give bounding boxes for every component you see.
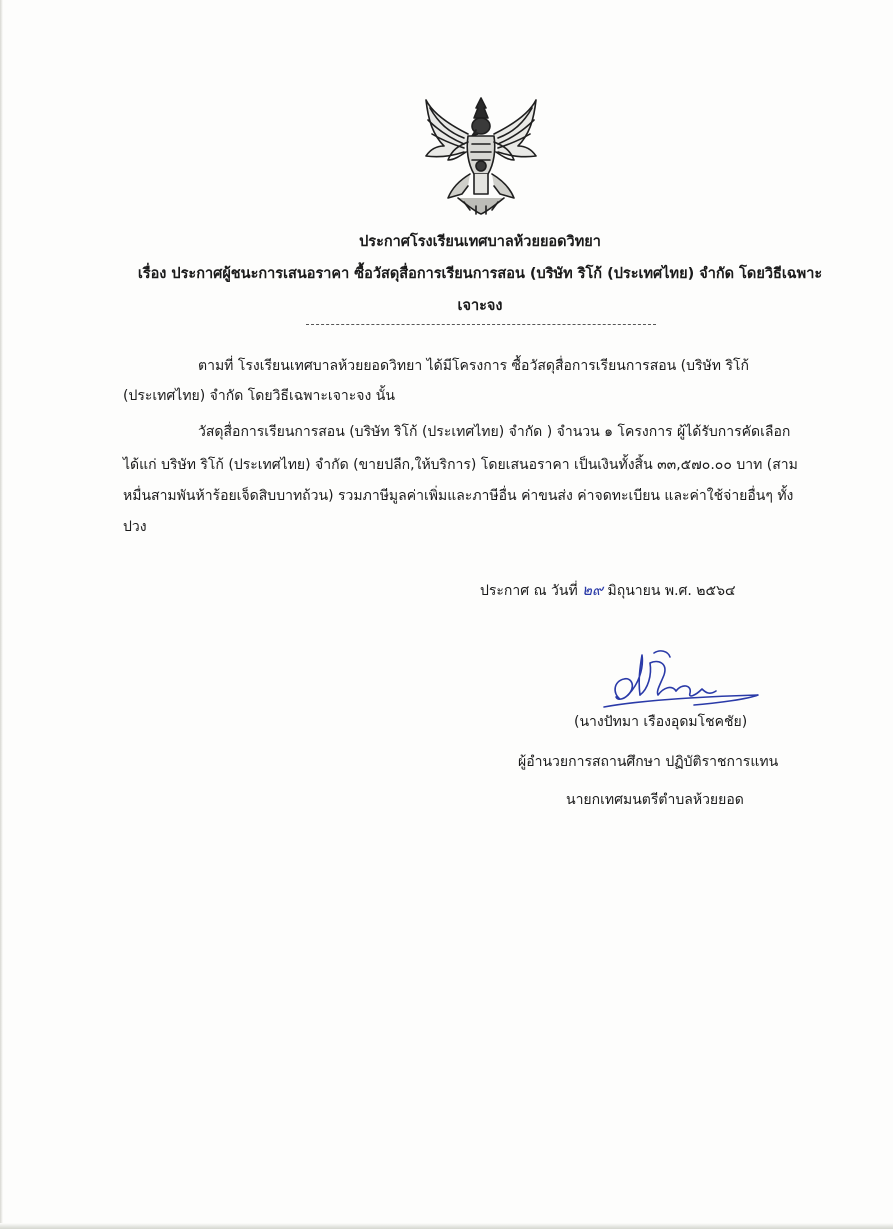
paragraph-1-line-1: ตามที่ โรงเรียนเทศบาลห้วยยอดวิทยา ได้มีโครงการ ซื้อวัสดุสื่อการเรียนการสอน (บริษัท ริโก้ [198,358,749,374]
paragraph-2-line-4: ปวง [123,519,147,535]
dashed-divider [306,324,656,325]
document-title: ประกาศโรงเรียนเทศบาลห้วยยอดวิทยา [359,234,601,250]
date-prefix: ประกาศ ณ วันที่ [480,583,578,599]
signatory-position: ผู้อำนวยการสถานศึกษา ปฏิบัติราชการแทน [518,754,779,770]
date-day-handwritten: ๒๙ [582,581,604,599]
signatory-position-line-2: นายกเทศมนตรีตำบลห้วยยอด [566,792,744,808]
paragraph-1-line-2: (ประเทศไทย) จำกัด โดยวิธีเฉพาะเจาะจง นั้น [123,388,395,404]
garuda-emblem-icon [418,94,544,218]
date-suffix: มิถุนายน พ.ศ. ๒๕๖๔ [607,583,736,599]
scan-edge [0,1223,893,1229]
subject-line-continued: เจาะจง [457,298,503,314]
handwritten-signature [598,645,763,713]
announcement-date [480,576,736,605]
paragraph-2-line-1: วัสดุสื่อการเรียนการสอน (บริษัท ริโก้ (ประเทศไทย) จำกัด ) จำนวน ๑ โครงการ ผู้ได้รับการคัดเลือก [198,424,791,440]
signatory-name: (นางปัทมา เรืองอุดมโชคชัย) [574,714,748,730]
scan-edge [0,0,3,1229]
announcement-header [100,226,860,322]
subject-line: เรื่อง ประกาศผู้ชนะการเสนอราคา ซื้อวัสดุสื่อการเรียนการสอน (บริษัท ริโก้ (ประเทศไทย) จำกัด โดยวิธีเฉพาะ [137,266,823,282]
paragraph-2-line-2: ได้แก่ บริษัท ริโก้ (ประเทศไทย) จำกัด (ขายปลีก,ให้บริการ) โดยเสนอราคา เป็นเงินทั้งสิ้น ๓๓,๕๗๐.๐๐ บาท (สาม [123,457,798,473]
paragraph-2-line-3: หมื่นสามพันห้าร้อยเจ็ดสิบบาทถ้วน) รวมภาษีมูลค่าเพิ่มและภาษีอื่น ค่าขนส่ง ค่าจดทะเบียน และค่าใช้จ่ายอื่นๆ ทั้ง [123,488,794,504]
